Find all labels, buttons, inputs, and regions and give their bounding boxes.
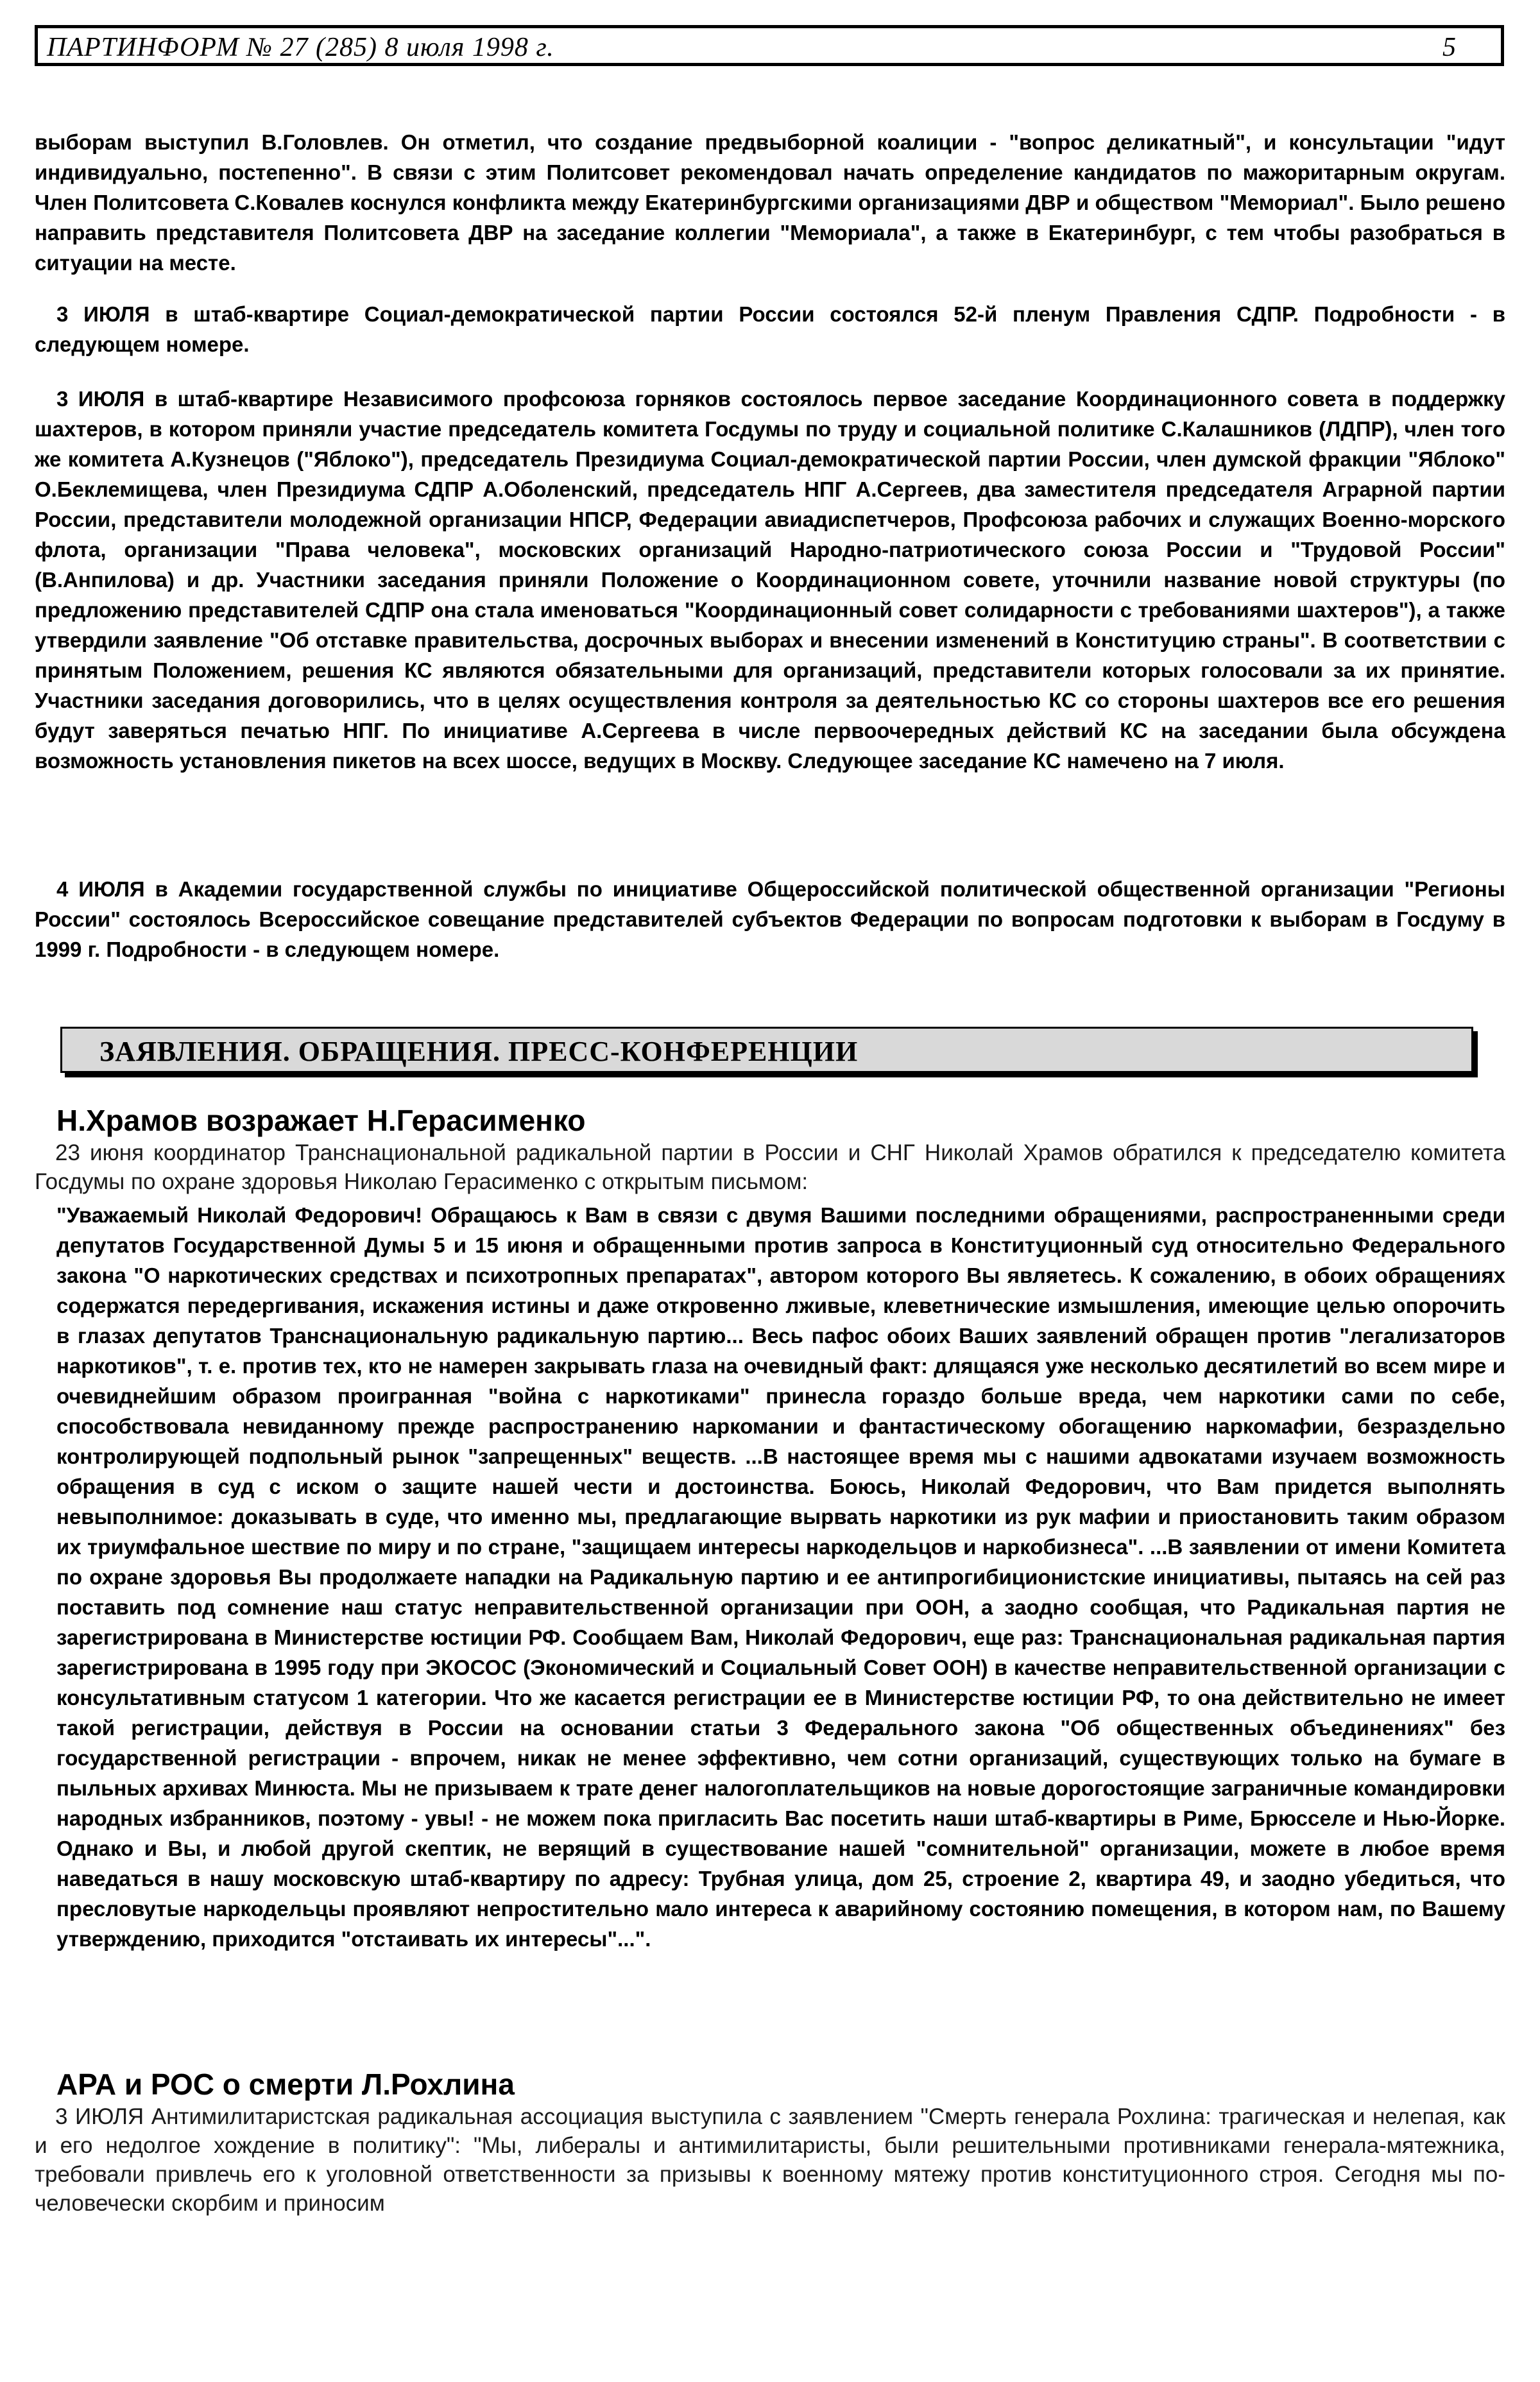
article-headline-khramov: Н.Храмов возражает Н.Герасименко <box>56 1104 586 1137</box>
paragraph-coordination-council: 3 ИЮЛЯ в штаб-квартире Независимого профсоюза горняков состоялось первое заседание Координационного совета в поддержку шахтеров, в котором приняли участие председатель комитета Госдумы по труду и социальной политике С.Калашников (ЛДПР), член того же комитета А.Кузнецов ("Яблоко"), председатель Президиума Социал-демократической партии России, член думской фракции "Яблоко" О.Беклемищева, член Президиума СДПР А.Оболенский, председатель НПГ А.Сергеев, два заместителя председателя Аграрной партии России, представители молодежной организации НПСР, Федерации авиадиспетчеров, Профсоюза рабочих и служащих Военно-морского флота, организации "Права человека", московских организаций Народно-патриотического союза России и "Трудовой России" (В.Анпилова) и др. Участники заседания приняли Положение о Координационном совете, уточнили название новой структуры (по предложению представителей СДПР она стала именоваться "Координационный совет солидарности с требованиями шахтеров"), а также утвердили заявление "Об отставке правительства, досрочных выборах и внесении изменений в Конституцию страны". В соответствии с принятым Положением, решения КС являются обязательными для организаций, представители которых голосовали за их принятие. Участники заседания договорились, что в целях осуществления контроля за деятельностью КС со стороны шахтеров все его решения будут заверяться печатью НПГ. По инициативе А.Сергеева в числе первоочередных действий КС на заседании была обсуждена возможность установления пикетов на всех шоссе, ведущих в Москву. Следующее заседание КС намечено на 7 июля. <box>35 387 1505 773</box>
article-lead-khramov: 23 июня координатор Транснациональной радикальной партии в России и СНГ Николай Храмов обратился к председателю комитета Госдумы по охране здоровья Николаю Герасименко с открытым письмом: <box>35 1140 1505 1194</box>
publication-title: ПАРТИНФОРМ № 27 (285) 8 июля 1998 г. <box>47 33 554 62</box>
paragraph-regions-of-russia: 4 ИЮЛЯ в Академии государственной службы по инициативе Общероссийской политической общественной организации "Регионы России" состоялось Всероссийское совещание представителей субъектов Федерации по вопросам подготовки к выборам в Госдуму в 1999 г. Подробности - в следующем номере. <box>35 877 1505 961</box>
open-letter-quote: "Уважаемый Николай Федорович! Обращаюсь к Вам в связи с двумя Вашими последними обращениями, распространенными среди депутатов Государственной Думы 5 и 15 июня и обращенными против запроса в Конституционный суд относительно Федерального закона "О наркотических средствах и психотропных препаратах", автором которого Вы являетесь. К сожалению, в обоих обращениях содержатся передергивания, искажения истины и даже откровенно лживые, клеветнические измышления, имеющие целью опорочить в глазах депутатов Транснациональную радикальную партию... Весь пафос обоих Ваших заявлений обращен против "легализаторов наркотиков", т. е. против тех, кто не намерен закрывать глаза на очевидный факт: длящаяся уже несколько десятилетий во всем мире и очевиднейшим образом проигранная "война с наркотиками" принесла гораздо больше вреда, чем наркотики сами по себе, способствовала невиданному прежде распространению наркомании и фантастическому обогащению наркомафии, безраздельно контролирующей подпольный рынок "запрещенных" веществ. ...В настоящее время мы с нашими адвокатами изучаем возможность обращения в суд с иском о защите нашей чести и достоинства. Боюсь, Николай Федорович, что Вам придется выполнять невыполнимое: доказывать в суде, что именно мы, предлагающие вырвать наркотики из рук мафии и приостановить таким образом их триумфальное шествие по миру и по стране, "защищаем интересы наркодельцов и наркобизнеса". ...В заявлении от имени Комитета по охране здоровья Вы продолжаете нападки на Радикальную партию и ее антипрогибиционистские инициативы, пытаясь на сей раз поставить под сомнение наш статус неправительственной организации при ООН, а заодно сообщая, что Радикальная партия не зарегистрирована в Министерстве юстиции РФ. Сообщаем Вам, Николай Федорович, еще раз: Транснациональная радикальная партия зарегистрирована в 1995 году при ЭКОСОС (Экономический и Социальный Совет ООН) в качестве неправительственной организации с консультативным статусом 1 категории. Что же касается регистрации ее в Министерстве юстиции РФ, то она действительно не имеет такой регистрации, действуя в России на основании статьи 3 Федерального закона "Об общественных объединениях" без государственной регистрации - впрочем, никак не менее эффективно, чем сотни организаций, существующих только на бумаге в пыльных архивах Минюста. Мы не призываем к трате денег налогоплательщиков на новые дорогостоящие заграничные командировки народных избранников, поэтому - увы! - не можем пока пригласить Вас посетить наши штаб-квартиры в Риме, Брюсселе и Нью-Йорке. Однако и Вы, и любой другой скептик, не верящий в существование нашей "сомнительной" организации, можете в любое время наведаться в нашу московскую штаб-квартиру по адресу: Трубная улица, дом 25, строение 2, квартира 49, и заодно убедиться, что пресловутые наркодельцы проявляют непростительно мало интереса к аварийному состоянию помещения, в котором нам, по Вашему утверждению, приходится "отстаивать их интересы"...". <box>56 1203 1505 1951</box>
article-body-rokhlin: 3 ИЮЛЯ Антимилитаристская радикальная ассоциация выступила с заявлением "Смерть генерала Рохлина: трагическая и нелепая, как и его недолгое хождение в политику": "Мы, либералы и антимилитаристы, были решительными противниками генерала-мятежника, требовали привлечь его к уголовной ответственности за призывы к военному мятежу против конституционного строя. Сегодня мы по-человечески скорбим и приносим <box>35 2104 1505 2216</box>
article-headline-rokhlin: АРА и РОС о смерти Л.Рохлина <box>56 2068 515 2101</box>
page-header <box>35 25 1504 66</box>
paragraph-continuation: выборам выступил В.Головлев. Он отметил, что создание предвыборной коалиции - "вопрос деликатный", и консультации "идут индивидуально, постепенно". В связи с этим Политсовет рекомендовал начать определение кандидатов по мажоритарным округам. Член Политсовета С.Ковалев коснулся конфликта между Екатеринбургскими организациями ДВР и обществом "Мемориал". Было решено направить представителя Политсовета ДВР на заседание коллегии "Мемориала", а также в Екатеринбург, с тем чтобы разобраться в ситуации на месте. <box>35 130 1505 275</box>
page-number: 5 <box>1442 33 1456 62</box>
section-title: ЗАЯВЛЕНИЯ. ОБРАЩЕНИЯ. ПРЕСС-КОНФЕРЕНЦИИ <box>99 1036 859 1067</box>
section-banner <box>60 1027 1473 1073</box>
paragraph-sdpr-plenum: 3 ИЮЛЯ в штаб-квартире Социал-демократической партии России состоялся 52-й пленум Правления СДПР. Подробности - в следующем номере. <box>35 302 1505 356</box>
